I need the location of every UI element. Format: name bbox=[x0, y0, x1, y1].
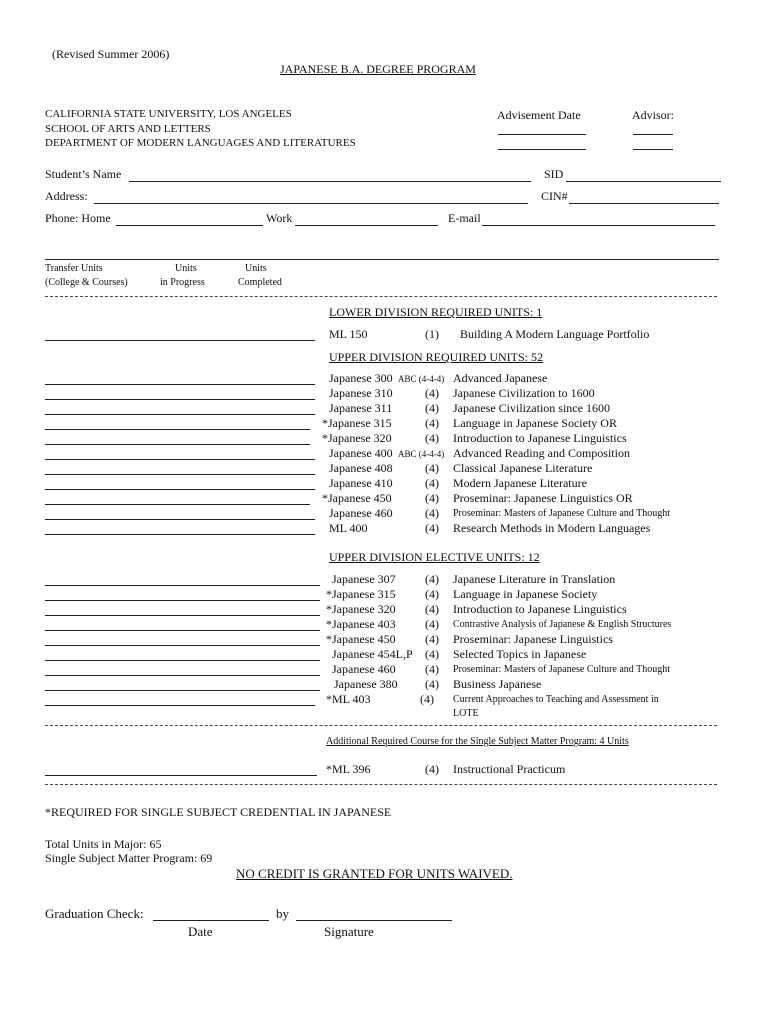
course-units: ABC (4-4-4) bbox=[398, 449, 445, 459]
col-in-progress: in Progress bbox=[160, 277, 205, 288]
course-code: ML 400 bbox=[329, 521, 368, 535]
course-row bbox=[0, 506, 770, 521]
department-name: DEPARTMENT OF MODERN LANGUAGES AND LITERATURES bbox=[45, 137, 356, 149]
course-units: (4) bbox=[425, 602, 439, 616]
course-blank[interactable] bbox=[45, 534, 315, 535]
course-row bbox=[0, 632, 770, 647]
course-code: ML 150 bbox=[329, 327, 368, 341]
course-units: (4) bbox=[425, 632, 439, 646]
course-title-continued: LOTE bbox=[453, 708, 479, 719]
sid-label: SID bbox=[544, 167, 564, 181]
course-blank[interactable] bbox=[45, 459, 315, 460]
course-blank[interactable] bbox=[45, 429, 310, 430]
course-row bbox=[0, 431, 770, 446]
course-title: Japanese Literature in Translation bbox=[453, 572, 616, 586]
course-code: Japanese 310 bbox=[329, 386, 393, 400]
course-code: Japanese 460 bbox=[329, 506, 393, 520]
school-name: SCHOOL OF ARTS AND LETTERS bbox=[45, 123, 211, 135]
course-row bbox=[0, 617, 770, 632]
course-row bbox=[0, 386, 770, 401]
course-code: *Japanese 403 bbox=[326, 617, 396, 631]
course-title: Selected Topics in Japanese bbox=[453, 647, 587, 661]
course-title: Business Japanese bbox=[453, 677, 542, 691]
course-blank[interactable] bbox=[45, 414, 315, 415]
course-code: *Japanese 315 bbox=[322, 416, 392, 430]
course-code: Japanese 460 bbox=[332, 662, 396, 676]
course-code: Japanese 410 bbox=[329, 476, 393, 490]
advisor-label: Advisor: bbox=[632, 108, 674, 122]
course-code: *ML 396 bbox=[326, 762, 371, 776]
university-name: CALIFORNIA STATE UNIVERSITY, LOS ANGELES bbox=[45, 108, 292, 120]
col-transfer-units: Transfer Units bbox=[45, 263, 103, 274]
course-title: Japanese Civilization since 1600 bbox=[453, 401, 610, 415]
course-units: (4) bbox=[425, 491, 439, 505]
email-field[interactable] bbox=[482, 225, 715, 226]
section-divider bbox=[45, 259, 719, 260]
course-row bbox=[0, 491, 770, 506]
course-row bbox=[0, 602, 770, 617]
course-row bbox=[0, 476, 770, 491]
course-row bbox=[0, 762, 770, 777]
graduation-check-label: Graduation Check: bbox=[45, 906, 144, 921]
dashed-divider bbox=[45, 296, 717, 297]
course-units: (4) bbox=[425, 461, 439, 475]
course-blank[interactable] bbox=[45, 775, 317, 776]
advisor-blank-1[interactable] bbox=[633, 134, 673, 135]
course-units: (4) bbox=[425, 587, 439, 601]
course-blank[interactable] bbox=[45, 504, 310, 505]
course-blank[interactable] bbox=[45, 690, 320, 691]
course-code: Japanese 454L,P bbox=[332, 647, 413, 661]
course-title: Proseminar: Masters of Japanese Culture and Thought bbox=[453, 508, 670, 519]
course-title: Proseminar: Japanese Linguistics OR bbox=[453, 491, 633, 505]
course-row bbox=[0, 416, 770, 431]
phone-home-label: Phone: Home bbox=[45, 211, 111, 225]
course-title: Instructional Practicum bbox=[453, 762, 566, 776]
course-code: *Japanese 320 bbox=[322, 431, 392, 445]
course-code: *Japanese 450 bbox=[322, 491, 392, 505]
course-code: Japanese 408 bbox=[329, 461, 393, 475]
course-title: Research Methods in Modern Languages bbox=[453, 521, 651, 535]
course-units: (4) bbox=[425, 662, 439, 676]
advisement-date-blank-2[interactable] bbox=[498, 149, 586, 150]
course-blank[interactable] bbox=[45, 519, 315, 520]
course-title: Introduction to Japanese Linguistics bbox=[453, 431, 627, 445]
course-title: Proseminar: Japanese Linguistics bbox=[453, 632, 613, 646]
course-title: Proseminar: Masters of Japanese Culture and Thought bbox=[453, 664, 670, 675]
advisement-date-blank-1[interactable] bbox=[498, 134, 586, 135]
course-row bbox=[0, 692, 770, 707]
course-units: (4) bbox=[425, 677, 439, 691]
cin-label: CIN# bbox=[541, 189, 568, 203]
course-row bbox=[0, 572, 770, 587]
course-row bbox=[0, 371, 770, 386]
phone-home-field[interactable] bbox=[116, 225, 263, 226]
course-blank[interactable] bbox=[45, 600, 320, 601]
course-units: (4) bbox=[425, 401, 439, 415]
course-blank[interactable] bbox=[45, 489, 315, 490]
course-blank[interactable] bbox=[45, 399, 315, 400]
student-name-label: Student’s Name bbox=[45, 167, 122, 181]
col-transfer-courses: (College & Courses) bbox=[45, 277, 128, 288]
course-blank[interactable] bbox=[45, 444, 310, 445]
sid-field[interactable] bbox=[566, 181, 721, 182]
course-title: Advanced Reading and Composition bbox=[453, 446, 630, 460]
course-code: Japanese 311 bbox=[329, 401, 393, 415]
email-label: E-mail bbox=[448, 211, 481, 225]
course-title: Introduction to Japanese Linguistics bbox=[453, 602, 627, 616]
course-title: Advanced Japanese bbox=[453, 371, 548, 385]
course-units: (4) bbox=[425, 386, 439, 400]
course-blank[interactable] bbox=[45, 705, 315, 706]
course-blank[interactable] bbox=[45, 645, 320, 646]
course-blank[interactable] bbox=[45, 660, 320, 661]
course-row bbox=[0, 327, 770, 342]
course-row bbox=[0, 521, 770, 536]
course-blank[interactable] bbox=[45, 340, 315, 341]
phone-work-label: Work bbox=[266, 211, 293, 225]
course-code: *Japanese 315 bbox=[326, 587, 396, 601]
phone-work-field[interactable] bbox=[295, 225, 438, 226]
course-row bbox=[0, 401, 770, 416]
address-field[interactable] bbox=[94, 203, 528, 204]
course-blank[interactable] bbox=[45, 615, 320, 616]
course-row bbox=[0, 662, 770, 677]
course-units: (1) bbox=[425, 327, 439, 341]
by-label: by bbox=[276, 906, 289, 921]
additional-heading: Additional Required Course for the Single Subject Matter Program: 4 Units bbox=[326, 736, 629, 747]
course-title: Modern Japanese Literature bbox=[453, 476, 587, 490]
course-row bbox=[0, 677, 770, 692]
course-title: Classical Japanese Literature bbox=[453, 461, 593, 475]
page-title: JAPANESE B.A. DEGREE PROGRAM bbox=[280, 62, 476, 76]
course-title: Building A Modern Language Portfolio bbox=[460, 327, 650, 341]
single-subject-units: Single Subject Matter Program: 69 bbox=[45, 851, 213, 865]
graduation-date-field[interactable] bbox=[153, 920, 269, 921]
dashed-divider bbox=[45, 725, 717, 726]
lower-division-heading: LOWER DIVISION REQUIRED UNITS: 1 bbox=[329, 305, 543, 319]
course-title: Language in Japanese Society OR bbox=[453, 416, 617, 430]
course-code: *Japanese 450 bbox=[326, 632, 396, 646]
advisement-date-label: Advisement Date bbox=[497, 108, 581, 122]
upper-elective-heading: UPPER DIVISION ELECTIVE UNITS: 12 bbox=[329, 550, 540, 564]
course-units: (4) bbox=[425, 647, 439, 661]
advisor-blank-2[interactable] bbox=[633, 149, 673, 150]
total-units: Total Units in Major: 65 bbox=[45, 837, 162, 851]
course-row bbox=[0, 446, 770, 461]
course-code: Japanese 400 bbox=[329, 446, 393, 460]
course-units: (4) bbox=[425, 762, 439, 776]
course-blank[interactable] bbox=[45, 630, 320, 631]
cin-field[interactable] bbox=[569, 203, 719, 204]
course-title: Current Approaches to Teaching and Assessment in bbox=[453, 694, 659, 705]
course-code: *Japanese 320 bbox=[326, 602, 396, 616]
course-row bbox=[0, 461, 770, 476]
signature-label: Signature bbox=[324, 924, 374, 939]
revised-note: (Revised Summer 2006) bbox=[52, 47, 170, 61]
dashed-divider bbox=[45, 784, 717, 785]
course-units: (4) bbox=[420, 692, 434, 706]
address-label: Address: bbox=[45, 189, 88, 203]
course-blank[interactable] bbox=[45, 675, 320, 676]
date-label: Date bbox=[188, 924, 213, 939]
course-units: ABC (4-4-4) bbox=[398, 374, 445, 384]
course-blank[interactable] bbox=[45, 384, 315, 385]
no-credit-notice: NO CREDIT IS GRANTED FOR UNITS WAIVED. bbox=[236, 866, 513, 881]
required-note: *REQUIRED FOR SINGLE SUBJECT CREDENTIAL IN JAPANESE bbox=[45, 805, 392, 819]
course-units: (4) bbox=[425, 476, 439, 490]
course-units: (4) bbox=[425, 431, 439, 445]
course-units: (4) bbox=[425, 572, 439, 586]
course-blank[interactable] bbox=[45, 585, 320, 586]
course-code: Japanese 380 bbox=[334, 677, 398, 691]
course-code: Japanese 300 bbox=[329, 371, 393, 385]
col-completed: Completed bbox=[238, 277, 282, 288]
course-title: Contrastive Analysis of Japanese & English Structures bbox=[453, 619, 672, 630]
course-units: (4) bbox=[425, 506, 439, 520]
student-name-field[interactable] bbox=[129, 181, 531, 182]
upper-required-heading: UPPER DIVISION REQUIRED UNITS: 52 bbox=[329, 350, 544, 364]
course-units: (4) bbox=[425, 521, 439, 535]
course-code: Japanese 307 bbox=[332, 572, 396, 586]
course-blank[interactable] bbox=[45, 474, 315, 475]
course-units: (4) bbox=[425, 617, 439, 631]
course-title: Language in Japanese Society bbox=[453, 587, 598, 601]
course-code: *ML 403 bbox=[326, 692, 371, 706]
col-units-progress: Units bbox=[175, 263, 197, 274]
col-units-completed: Units bbox=[245, 263, 267, 274]
course-row bbox=[0, 647, 770, 662]
course-title: Japanese Civilization to 1600 bbox=[453, 386, 595, 400]
graduation-signature-field[interactable] bbox=[296, 920, 452, 921]
course-units: (4) bbox=[425, 416, 439, 430]
course-row bbox=[0, 587, 770, 602]
